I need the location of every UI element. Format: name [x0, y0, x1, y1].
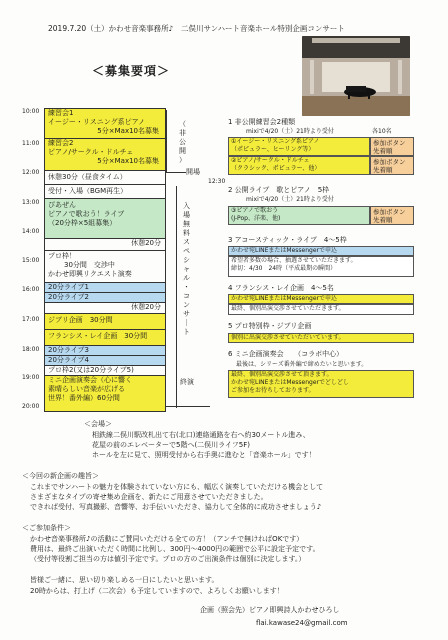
- bracket-line: [166, 110, 167, 172]
- time-label: 11:00: [22, 140, 40, 147]
- bracket-line: [176, 186, 177, 408]
- time-label: 18:00: [22, 346, 40, 353]
- venue-heading: ＜会場＞: [84, 420, 112, 428]
- section-2-heading: 2 公開ライブ 歌とピアノ 5枠: [228, 186, 330, 194]
- join-heading: ＜ご参加条件＞: [22, 524, 71, 532]
- block-note: 5分×Max10名募集: [97, 157, 159, 165]
- open-label: 開場: [186, 168, 200, 176]
- button-note: 先着順: [373, 147, 393, 155]
- venue-line: 相鉄線二俣川駅改札出て右(北口)連絡通路を右へ約30メートル進み、: [92, 431, 310, 439]
- button-label: 参加ボタン: [373, 158, 406, 166]
- block-title: 20分ライブ3: [48, 346, 89, 354]
- block-note: 世界！番外編）60分間: [48, 394, 120, 402]
- hall-photo: [302, 36, 410, 116]
- event-header-line: 2019.7.20（土）かわせ音楽事務所♪ 二俣川サンハート音楽ホール特別企画コンサート: [48, 24, 345, 33]
- block-title: ミニ企画演奏会（心に響く: [48, 376, 132, 384]
- section-5-note: 個別に出演交渉させていただいています。: [228, 333, 414, 343]
- section-4-note: 最終、個別出演交渉させていただきます。: [228, 304, 414, 315]
- venue-line: 花屋の前のエレベーターで5階へ(二俣川ライフ5F): [92, 441, 250, 449]
- bracket-line: [166, 172, 186, 173]
- join-button[interactable]: [370, 156, 414, 175]
- block-subtitle: ピアノ/サークル・ドルチェ: [48, 148, 134, 156]
- practice-2-box: [228, 156, 370, 175]
- lunch-break: [45, 171, 165, 185]
- block-title: ジブリ企画 30分間: [48, 316, 113, 324]
- schedule-table: [44, 108, 166, 412]
- section-1-count: 各10名: [372, 128, 392, 135]
- section-6-box: 最終、個別出演交渉させて頂きます。 かわせ宛LINEまたはMessengerでどしどし ご参加をお待ちしております。: [228, 370, 414, 398]
- aim-line: これまでサンハートの魅力を体験されていない方にも、幅広く演奏していただける機会として: [30, 483, 324, 491]
- block-subtitle: 30分間 交渉中: [64, 261, 115, 269]
- row-sub: (J-Pop、洋楽、他): [231, 215, 281, 222]
- aim-heading: ＜今回の新企画の趣旨＞: [22, 472, 99, 480]
- block-title: 休憩20分: [131, 239, 161, 247]
- closing-line: 20時からは、打上げ（二次会）も予定していますので、よろしくお願いします！: [30, 587, 284, 595]
- section-4-apply: かわせ宛LINEまたはMessengerで申込: [228, 294, 414, 304]
- button-label: 参加ボタン: [373, 139, 406, 147]
- block-title: ぴあぜん: [48, 201, 76, 209]
- block-note: （20分枠×5組募集）: [48, 219, 117, 227]
- join-button[interactable]: [370, 206, 414, 225]
- block-title: プロ枠2(又は20分ライブ5): [48, 366, 134, 374]
- pro-slot-2: [45, 366, 165, 376]
- row-title: ②ピアノ/サークル・ドルチェ: [231, 157, 310, 164]
- block-subtitle: イージー・リスニング系ピアノ: [48, 118, 146, 126]
- block-title: 練習会2: [48, 139, 74, 147]
- block-title: プロ枠！: [48, 252, 76, 260]
- section-6-line1: 最後は、シリーズ番外編で締めたいと思います。: [236, 361, 368, 368]
- block-title: 休憩20分: [131, 303, 161, 311]
- free-entry-concert-label: 入 場 無 料 ス ペ シ ャ ル ・ コ ン サ ｜ ト: [183, 202, 190, 336]
- time-label: 14:00: [22, 228, 40, 235]
- page-title: ＜募集要項＞: [92, 64, 171, 78]
- non-public-label: （ 非 公 開 ）: [179, 120, 186, 164]
- block-title: 20分ライブ4: [48, 356, 89, 364]
- pro-slot: [45, 251, 165, 283]
- time-label: 19:00: [22, 374, 40, 381]
- francis-lai-session: [45, 330, 165, 346]
- aim-line: できれば受付、写真撮影、音響等、お手伝いいただき、協力して全体的に成功させましょう♪: [30, 503, 322, 511]
- section-3-notes: 希望者多数の場合、抽選させていただきます。 締切：4/30 24時（平成最期の瞬間）: [228, 256, 414, 277]
- row-sub: （クラシック、ポピュラー、他）: [231, 165, 321, 172]
- join-line: 費用は、最終ご出演いただく時間に比例し、300円〜4000円の範囲で公平に設定予定です。: [30, 545, 320, 553]
- time-label: 12:00: [22, 169, 40, 176]
- ghibli-session: [45, 314, 165, 330]
- block-title: 休憩30分（昼食タイム）: [48, 173, 127, 181]
- join-button[interactable]: [370, 137, 414, 156]
- block-title: フランシス・レイ企画 30分間: [48, 332, 148, 340]
- open-time: 12:30: [208, 178, 226, 185]
- venue-line: ホールを左に見て、照明受付から右手奥に進むと「音楽ホール」です！: [92, 451, 316, 459]
- block-title: 20分ライブ2: [48, 293, 89, 301]
- button-note: 先着順: [373, 216, 393, 224]
- section-3-apply: かわせ宛LINEまたはMessengerで申込: [228, 246, 414, 256]
- time-label: 10:00: [22, 108, 40, 115]
- time-label: 20:00: [22, 403, 40, 410]
- contact-email[interactable]: flai.kawase24@gmail.com: [256, 619, 348, 627]
- break-20b: [45, 303, 165, 314]
- block-title: 20分ライブ1: [48, 283, 89, 291]
- sing-live-box: [228, 206, 370, 225]
- time-label: 17:00: [22, 316, 40, 323]
- block-title: 受付・入場（BGM再生）: [48, 187, 128, 195]
- aim-line: さまざまなタイプの寄せ集め企画を、新たにご用意させていただきました。: [30, 493, 268, 501]
- section-6-heading: 6 ミニ企画演奏会 （コラボ中心）: [228, 350, 344, 358]
- practice-1-box: [228, 137, 370, 156]
- block-note: かわせ即興リクエスト演奏: [48, 270, 132, 278]
- row-sub: （ポピュラー、ヒーリング等）: [231, 146, 315, 153]
- section-5-heading: 5 プロ特別枠・ジブリ企画: [228, 322, 312, 330]
- live-20-3: [45, 346, 165, 356]
- block-subtitle: 素晴らしい音楽が広げる: [48, 385, 125, 393]
- block-subtitle: ピアノで歌おう！ライブ: [48, 210, 125, 218]
- break-20: [45, 239, 165, 251]
- closing-line: 皆様ご一緒に、思い切り楽しめる一日にしたいと思います。: [30, 576, 219, 584]
- time-label: 13:00: [22, 199, 40, 206]
- live-20-4: [45, 356, 165, 366]
- live-20-1: [45, 283, 165, 293]
- bracket-line: [166, 406, 210, 407]
- join-line: （受付等役割ご担当の方は値引予定です。プロの方のご出演条件は個別に決定します。）: [30, 555, 306, 563]
- block-title: 練習会1: [48, 109, 74, 117]
- row-title: ①イージー・リスニング系ピアノ: [231, 138, 320, 145]
- block-note: 5分×Max10名募集: [97, 127, 159, 135]
- section-3-heading: 3 アコースティック・ライブ 4〜5枠: [228, 236, 347, 244]
- section-2-sub: mixiで4/20（土）21時より受付: [246, 196, 334, 203]
- reception-entry: [45, 185, 165, 199]
- section-4-heading: 4 フランシス・レイ企画 4〜5名: [228, 284, 334, 292]
- live-20-2: [45, 293, 165, 303]
- practice-session-1: [45, 109, 165, 139]
- end-label: 終演: [180, 378, 194, 386]
- concert-hall-image: [302, 36, 410, 116]
- row-title: ③ピアノで歌おう: [231, 207, 279, 214]
- section-1-sub: mixiで4/20（土）21時より受付: [246, 128, 334, 135]
- time-label: 15:00: [22, 257, 40, 264]
- organizer: 企画（照会先）ピアノ即興詩人かわせひろし: [200, 606, 340, 614]
- button-note: 先着順: [373, 166, 393, 174]
- practice-session-2: [45, 139, 165, 171]
- section-1-heading: 1 非公開練習会2種類: [228, 118, 296, 126]
- sing-with-piano-live: [45, 199, 165, 239]
- mini-concert: [45, 376, 165, 411]
- time-label: 16:00: [22, 286, 40, 293]
- join-line: かわせ音楽事務所♪の活動にご賛同いただける全ての方！（アンチで無ければOKです）: [30, 535, 304, 543]
- button-label: 参加ボタン: [373, 208, 406, 216]
